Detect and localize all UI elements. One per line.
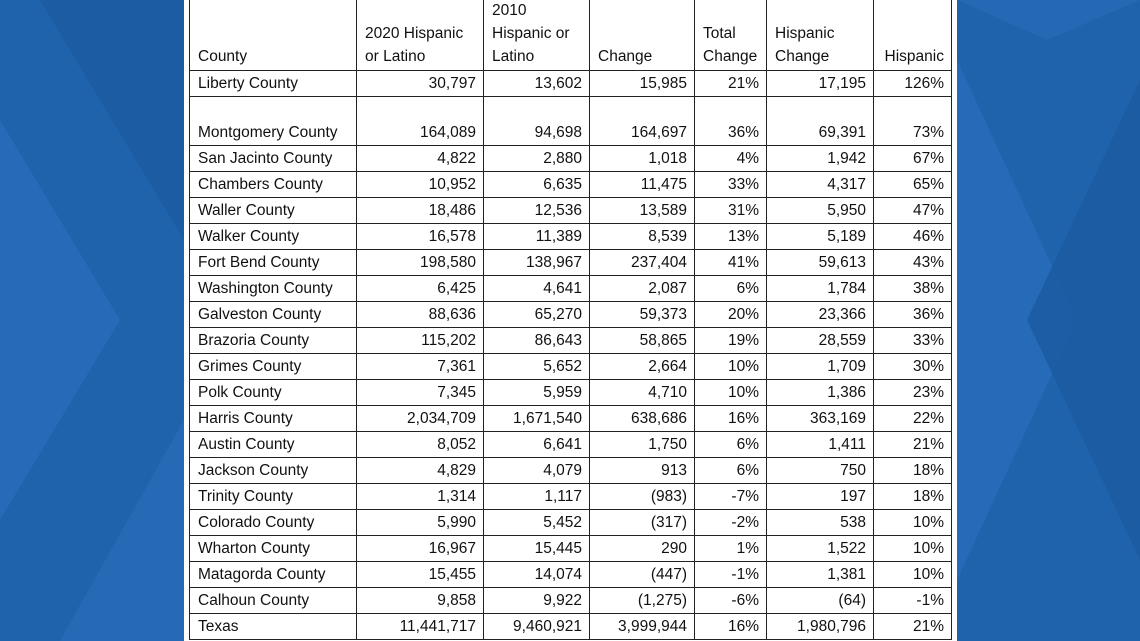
cell-hispanic-2020: 16,578 [357,224,484,250]
cell-hispanic-percent: 38% [874,276,952,302]
table-row [190,146,952,172]
cell-county: Brazoria County [190,328,357,354]
cell-hispanic-2020: 1,314 [357,484,484,510]
table-row [190,484,952,510]
cell-hispanic-change: 1,522 [767,536,874,562]
cell-total-change: 31% [695,198,767,224]
cell-hispanic-percent: 47% [874,198,952,224]
cell-hispanic-2010: 12,536 [484,198,590,224]
cell-change: (447) [590,562,695,588]
table-body [190,71,952,640]
cell-county: Fort Bend County [190,250,357,276]
cell-total-change: 19% [695,328,767,354]
cell-total-change: 6% [695,432,767,458]
cell-total-change: -2% [695,510,767,536]
cell-hispanic-percent: 33% [874,328,952,354]
table-row [190,614,952,640]
cell-total-change: 6% [695,276,767,302]
cell-county: Montgomery County [190,97,357,146]
cell-total-change: 10% [695,354,767,380]
background-pattern-right [957,0,1140,641]
cell-hispanic-change: 59,613 [767,250,874,276]
cell-hispanic-percent: 30% [874,354,952,380]
cell-hispanic-change: 1,381 [767,562,874,588]
cell-change: 1,750 [590,432,695,458]
table-row [190,328,952,354]
cell-change: 8,539 [590,224,695,250]
table-row [190,354,952,380]
table-row [190,406,952,432]
cell-hispanic-2010: 9,460,921 [484,614,590,640]
cell-hispanic-2020: 11,441,717 [357,614,484,640]
cell-total-change: 1% [695,536,767,562]
cell-hispanic-2020: 4,829 [357,458,484,484]
cell-county: Harris County [190,406,357,432]
cell-hispanic-2010: 5,959 [484,380,590,406]
cell-change: 913 [590,458,695,484]
table-row [190,302,952,328]
cell-total-change: 4% [695,146,767,172]
table-row [190,510,952,536]
cell-county: Liberty County [190,71,357,97]
cell-hispanic-2010: 86,643 [484,328,590,354]
table-row [190,97,952,146]
table-row [190,562,952,588]
cell-hispanic-change: 1,942 [767,146,874,172]
cell-total-change: 10% [695,380,767,406]
cell-hispanic-2010: 5,452 [484,510,590,536]
cell-hispanic-2010: 2,880 [484,146,590,172]
cell-change: 11,475 [590,172,695,198]
cell-hispanic-2010: 138,967 [484,250,590,276]
table-row [190,380,952,406]
cell-hispanic-2010: 9,922 [484,588,590,614]
cell-county: Waller County [190,198,357,224]
cell-county: Walker County [190,224,357,250]
table-row [190,588,952,614]
table-row [190,458,952,484]
cell-hispanic-2020: 88,636 [357,302,484,328]
column-header-total-change: Total Change [695,0,767,71]
cell-hispanic-percent: 18% [874,484,952,510]
cell-change: 4,710 [590,380,695,406]
cell-hispanic-2010: 15,445 [484,536,590,562]
table-row [190,198,952,224]
cell-change: 638,686 [590,406,695,432]
cell-change: (1,275) [590,588,695,614]
cell-change: 2,087 [590,276,695,302]
cell-county: Chambers County [190,172,357,198]
table-row [190,432,952,458]
cell-hispanic-change: 5,950 [767,198,874,224]
cell-hispanic-2020: 18,486 [357,198,484,224]
cell-hispanic-2010: 5,652 [484,354,590,380]
cell-total-change: 21% [695,71,767,97]
cell-hispanic-change: 1,980,796 [767,614,874,640]
cell-total-change: -1% [695,562,767,588]
cell-hispanic-2010: 4,641 [484,276,590,302]
cell-change: 58,865 [590,328,695,354]
column-header-hispanic-change: Hispanic Change [767,0,874,71]
cell-hispanic-2010: 1,117 [484,484,590,510]
cell-hispanic-2020: 10,952 [357,172,484,198]
cell-hispanic-percent: 43% [874,250,952,276]
cell-hispanic-percent: 126% [874,71,952,97]
cell-hispanic-change: 363,169 [767,406,874,432]
cell-hispanic-percent: 21% [874,432,952,458]
cell-hispanic-percent: 10% [874,536,952,562]
cell-change: 59,373 [590,302,695,328]
cell-hispanic-change: 4,317 [767,172,874,198]
cell-hispanic-change: 750 [767,458,874,484]
table-row [190,250,952,276]
cell-change: (317) [590,510,695,536]
cell-hispanic-2020: 4,822 [357,146,484,172]
cell-change: 1,018 [590,146,695,172]
cell-hispanic-percent: 23% [874,380,952,406]
cell-hispanic-2010: 4,079 [484,458,590,484]
cell-hispanic-2020: 30,797 [357,71,484,97]
cell-hispanic-percent: 22% [874,406,952,432]
cell-hispanic-percent: 46% [874,224,952,250]
cell-total-change: 33% [695,172,767,198]
spreadsheet-panel [184,0,957,641]
cell-total-change: -7% [695,484,767,510]
cell-hispanic-change: 69,391 [767,97,874,146]
cell-county: Colorado County [190,510,357,536]
column-header-county: County [190,0,357,71]
cell-county: Galveston County [190,302,357,328]
cell-hispanic-change: 1,411 [767,432,874,458]
cell-hispanic-change: 23,366 [767,302,874,328]
hispanic-population-table [189,0,952,640]
cell-hispanic-2010: 13,602 [484,71,590,97]
table-row [190,224,952,250]
cell-hispanic-2020: 7,361 [357,354,484,380]
cell-county: Washington County [190,276,357,302]
cell-hispanic-percent: 67% [874,146,952,172]
cell-hispanic-2010: 6,641 [484,432,590,458]
cell-total-change: 41% [695,250,767,276]
cell-hispanic-2010: 6,635 [484,172,590,198]
cell-hispanic-2020: 5,990 [357,510,484,536]
cell-total-change: 16% [695,614,767,640]
cell-hispanic-change: 1,386 [767,380,874,406]
cell-change: 15,985 [590,71,695,97]
cell-change: 3,999,944 [590,614,695,640]
cell-hispanic-percent: -1% [874,588,952,614]
cell-hispanic-change: 197 [767,484,874,510]
cell-total-change: 13% [695,224,767,250]
cell-hispanic-2010: 14,074 [484,562,590,588]
cell-county: Polk County [190,380,357,406]
cell-county: Grimes County [190,354,357,380]
cell-county: Matagorda County [190,562,357,588]
cell-hispanic-2020: 198,580 [357,250,484,276]
cell-total-change: 6% [695,458,767,484]
cell-change: (983) [590,484,695,510]
cell-total-change: -6% [695,588,767,614]
column-header-2020-hispanic: 2020 Hispanic or Latino [357,0,484,71]
cell-hispanic-2020: 9,858 [357,588,484,614]
cell-hispanic-2020: 2,034,709 [357,406,484,432]
table-row [190,172,952,198]
cell-change: 2,664 [590,354,695,380]
cell-total-change: 16% [695,406,767,432]
cell-hispanic-2020: 164,089 [357,97,484,146]
cell-hispanic-2010: 65,270 [484,302,590,328]
table-row [190,71,952,97]
cell-change: 237,404 [590,250,695,276]
cell-hispanic-percent: 65% [874,172,952,198]
cell-county: Trinity County [190,484,357,510]
cell-hispanic-2020: 6,425 [357,276,484,302]
cell-hispanic-2010: 11,389 [484,224,590,250]
cell-hispanic-change: 28,559 [767,328,874,354]
cell-change: 290 [590,536,695,562]
cell-hispanic-2020: 8,052 [357,432,484,458]
cell-county: Calhoun County [190,588,357,614]
cell-total-change: 20% [695,302,767,328]
table-row [190,276,952,302]
cell-hispanic-percent: 10% [874,562,952,588]
cell-change: 13,589 [590,198,695,224]
cell-hispanic-change: 17,195 [767,71,874,97]
cell-county: Austin County [190,432,357,458]
cell-hispanic-2020: 115,202 [357,328,484,354]
cell-total-change: 36% [695,97,767,146]
cell-hispanic-2020: 15,455 [357,562,484,588]
column-header-2010-hispanic: 2010 Hispanic or Latino [484,0,590,71]
table-row [190,536,952,562]
cell-hispanic-percent: 18% [874,458,952,484]
cell-hispanic-change: 1,784 [767,276,874,302]
cell-county: Texas [190,614,357,640]
table-header-row [190,0,952,71]
cell-hispanic-change: (64) [767,588,874,614]
cell-hispanic-2020: 7,345 [357,380,484,406]
cell-hispanic-change: 5,189 [767,224,874,250]
cell-hispanic-change: 1,709 [767,354,874,380]
cell-hispanic-2010: 94,698 [484,97,590,146]
cell-hispanic-change: 538 [767,510,874,536]
cell-change: 164,697 [590,97,695,146]
cell-hispanic-percent: 73% [874,97,952,146]
cell-hispanic-percent: 10% [874,510,952,536]
cell-hispanic-percent: 36% [874,302,952,328]
cell-hispanic-percent: 21% [874,614,952,640]
cell-county: Wharton County [190,536,357,562]
cell-hispanic-2010: 1,671,540 [484,406,590,432]
background-pattern-left [0,0,184,641]
column-header-hispanic-percent: Hispanic [874,0,952,71]
cell-county: Jackson County [190,458,357,484]
column-header-change: Change [590,0,695,71]
cell-hispanic-2020: 16,967 [357,536,484,562]
cell-county: San Jacinto County [190,146,357,172]
